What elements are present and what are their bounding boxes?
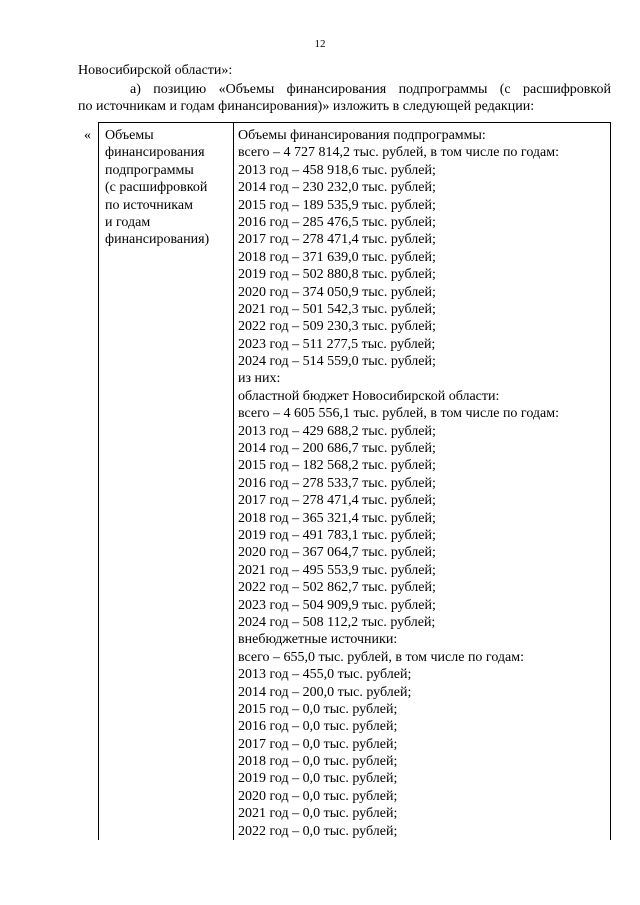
funding-line: внебюджетные источники: — [238, 632, 398, 648]
funding-line: 2016 год – 285 476,5 тыс. рублей; — [238, 214, 436, 230]
funding-line: 2020 год – 374 050,9 тыс. рублей; — [238, 284, 436, 300]
funding-line: всего – 4 727 814,2 тыс. рублей, в том числе по годам: — [238, 145, 560, 161]
funding-line: 2017 год – 0,0 тыс. рублей; — [238, 736, 398, 752]
funding-line: 2019 год – 0,0 тыс. рублей; — [238, 771, 398, 787]
funding-line: 2015 год – 189 535,9 тыс. рублей; — [238, 197, 436, 213]
position-title-line: Объемы — [105, 128, 154, 143]
funding-line: Объемы финансирования подпрограммы: — [238, 128, 486, 143]
funding-line: всего – 4 605 556,1 тыс. рублей, в том числе по годам: — [238, 406, 560, 422]
funding-line: 2016 год – 278 533,7 тыс. рублей; — [238, 475, 436, 491]
funding-line: 2015 год – 182 568,2 тыс. рублей; — [238, 458, 436, 474]
funding-line: 2017 год – 278 471,4 тыс. рублей; — [238, 493, 436, 509]
position-title-line: финансирования) — [105, 232, 210, 248]
funding-details-lines — [238, 127, 610, 840]
position-title-line: подпрограммы — [105, 162, 194, 178]
funding-line: 2013 год – 455,0 тыс. рублей; — [238, 667, 412, 683]
position-title-cell — [99, 123, 234, 841]
funding-line: областной бюджет Новосибирской области: — [238, 388, 500, 404]
page-number: 12 — [314, 38, 326, 50]
funding-line: 2024 год – 514 559,0 тыс. рублей; — [238, 354, 436, 370]
funding-line: 2014 год – 200 686,7 тыс. рублей; — [238, 441, 436, 457]
funding-line: 2020 год – 0,0 тыс. рублей; — [238, 788, 398, 804]
funding-line: 2013 год – 458 918,6 тыс. рублей; — [238, 162, 436, 178]
position-title-lines — [105, 127, 233, 249]
funding-line: 2019 год – 491 783,1 тыс. рублей; — [238, 527, 436, 543]
funding-line: 2021 год – 0,0 тыс. рублей; — [238, 806, 398, 822]
funding-line: 2017 год – 278 471,4 тыс. рублей; — [238, 232, 436, 248]
intro-line-1: Новосибирской области»: — [78, 63, 233, 78]
funding-line: 2022 год – 509 230,3 тыс. рублей; — [238, 319, 436, 335]
funding-line: 2019 год – 502 880,8 тыс. рублей; — [238, 267, 436, 283]
funding-line: 2022 год – 0,0 тыс. рублей; — [238, 823, 398, 839]
funding-line: всего – 655,0 тыс. рублей, в том числе по годам: — [238, 649, 525, 665]
funding-line: 2015 год – 0,0 тыс. рублей; — [238, 701, 398, 717]
funding-details-cell — [234, 123, 611, 841]
funding-line: 2018 год – 371 639,0 тыс. рублей; — [238, 249, 436, 265]
funding-table — [98, 122, 611, 840]
intro-line-3: по источникам и годам финансирования)» изложить в следующей редакции: — [78, 99, 535, 114]
funding-line: 2022 год – 502 862,7 тыс. рублей; — [238, 580, 436, 596]
funding-line: 2024 год – 508 112,2 тыс. рублей; — [238, 614, 436, 630]
opening-quote-mark: « — [84, 128, 91, 143]
funding-line: 2023 год – 504 909,9 тыс. рублей; — [238, 597, 436, 613]
funding-line: 2014 год – 230 232,0 тыс. рублей; — [238, 180, 436, 196]
position-title-line: (с расшифровкой — [105, 180, 208, 196]
position-title-line: и годам — [105, 214, 151, 230]
position-title-line: финансирования — [105, 145, 205, 161]
funding-line: 2020 год – 367 064,7 тыс. рублей; — [238, 545, 436, 561]
funding-line: 2018 год – 365 321,4 тыс. рублей; — [238, 510, 436, 526]
funding-line: 2013 год – 429 688,2 тыс. рублей; — [238, 423, 436, 439]
funding-line: 2016 год – 0,0 тыс. рублей; — [238, 719, 398, 735]
funding-row — [99, 123, 611, 841]
funding-line: 2021 год – 495 553,9 тыс. рублей; — [238, 562, 436, 578]
funding-line: 2023 год – 511 277,5 тыс. рублей; — [238, 336, 436, 352]
funding-line: 2021 год – 501 542,3 тыс. рублей; — [238, 301, 436, 317]
intro-line-2: а) позицию «Объемы финансирования подпрограммы (с расшифровкой — [130, 82, 611, 97]
funding-line: 2018 год – 0,0 тыс. рублей; — [238, 754, 398, 770]
funding-line: 2014 год – 200,0 тыс. рублей; — [238, 684, 412, 700]
funding-line: из них: — [238, 371, 281, 387]
position-title-line: по источникам — [105, 197, 193, 213]
